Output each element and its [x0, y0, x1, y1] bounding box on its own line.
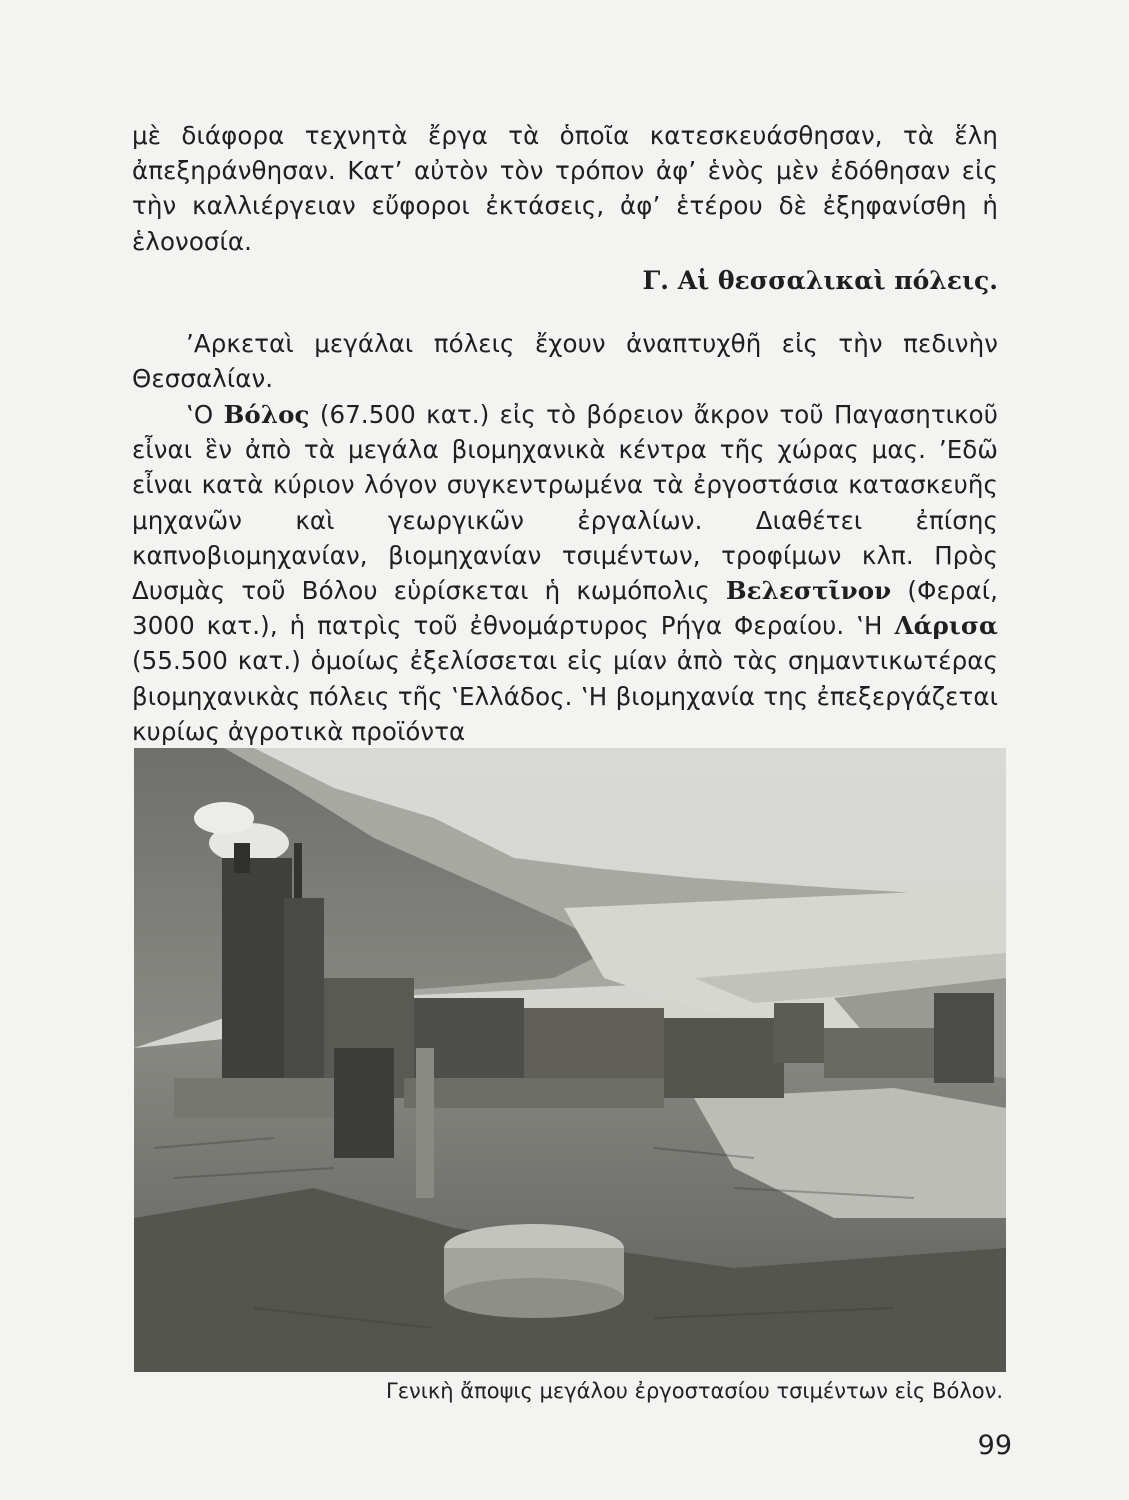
paragraph-drainage — [132, 118, 998, 259]
paragraph-text — [132, 397, 998, 749]
photo-caption: Γενικὴ ἄποψις μεγάλου ἐργοστασίου τσιμέντων εἰς Βόλον. — [386, 1379, 1003, 1403]
section-heading: Γ. Αἱ θεσσαλικαὶ πόλεις. — [642, 266, 998, 295]
city-name-velestinon: Βελεστῖνον — [725, 576, 892, 606]
text-run: (55.500 κατ.) ὁμοίως ἐξελίσσεται εἰς μίαν ἀπὸ τὰς σημαντικωτέρας βιομηχανικὰς πόλεις τῆς ‛Ελλάδος. ‛Η βιομηχανία της ἐπεξεργάζεται κυρίως ἀγροτικὰ προϊόντα — [132, 646, 998, 746]
text-run: (Φεραί, 3000 κατ.), ἡ πατρὶς τοῦ ἐθνομάρτυρος Ρήγα Φεραίου. ‛Η — [132, 576, 998, 641]
page-number: 99 — [977, 1430, 1012, 1461]
paragraph-volos — [132, 397, 998, 749]
text-run: (67.500 κατ.) εἰς τὸ βόρειον ἄκρον τοῦ Παγασητικοῦ εἶναι ἓν ἀπὸ τὰ μεγάλα βιομηχανικὰ κέντρα τῆς χώρας μας. ’Εδῶ εἶναι κατὰ κύριον λόγον συγκεντρωμένα τὰ ἐργοστάσια κατασκευῆς μηχανῶν καὶ γεωργικῶν ἐργαλίων. Διαθέτει ἐπίσης καπνοβιομηχανίαν, βιομηχανίαν τσιμέντων, τροφίμων κλπ. Πρὸς Δυσμὰς τοῦ Βόλου εὑρίσκεται ἡ κωμόπολις — [132, 400, 998, 606]
paragraph-cities-intro — [132, 326, 998, 396]
city-name-volos: Βόλος — [223, 400, 310, 429]
text-run: ‛Ο — [186, 400, 224, 429]
paragraph-text: μὲ διάφορα τεχνητὰ ἔργα τὰ ὁποῖα κατεσκευάσθησαν, τὰ ἕλη ἀπεξηράνθησαν. Κατ’ αὐτὸν τὸν τρόπον ἀφ’ ἑνὸς μὲν ἐδόθησαν εἰς τὴν καλλιέργειαν εὔφοροι ἐκτάσεις, ἀφ’ ἑτέρου δὲ ἐξηφανίσθη ἡ ἑλονοσία. — [132, 121, 998, 256]
factory-photo — [134, 748, 1006, 1372]
factory-photo-illustration — [134, 748, 1006, 1372]
paragraph-text: ’Αρκεταὶ μεγάλαι πόλεις ἔχουν ἀναπτυχθῆ εἰς τὴν πεδινὴν Θεσσαλίαν. — [132, 329, 998, 394]
city-name-larisa: Λάρισα — [894, 611, 998, 641]
